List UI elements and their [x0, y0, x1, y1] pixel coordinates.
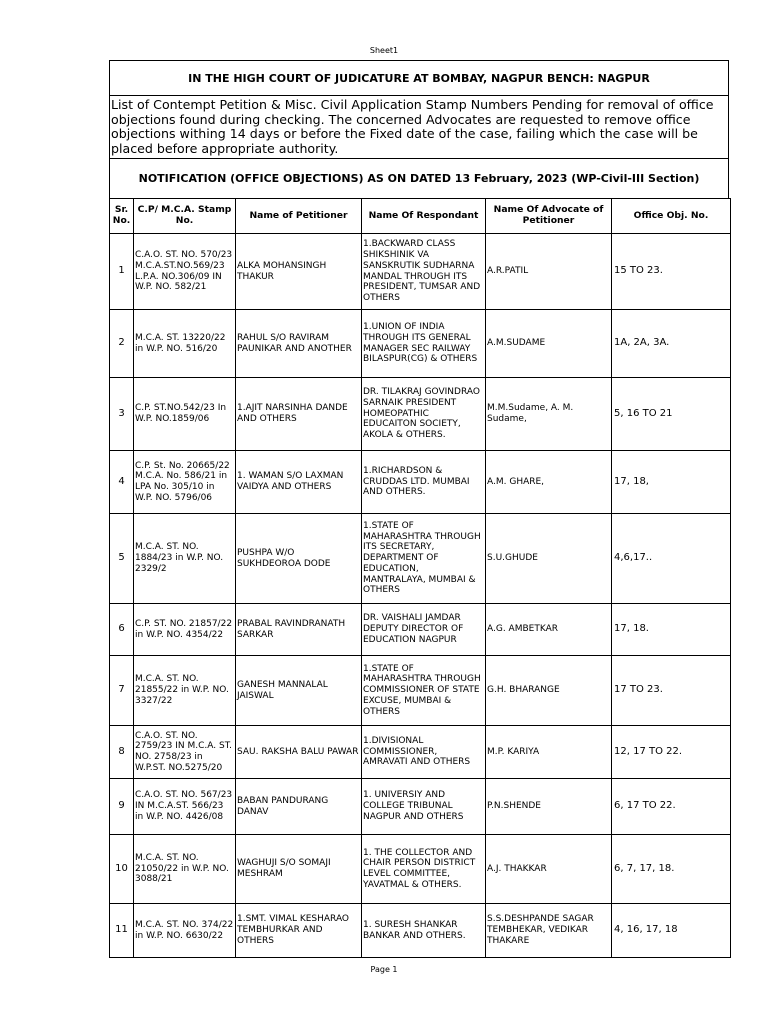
cell-office-obj: 6, 7, 17, 18. — [612, 835, 731, 904]
cell-office-obj: 15 TO 23. — [612, 234, 731, 310]
cell-respondent: 1. UNIVERSIY AND COLLEGE TRIBUNAL NAGPUR AND OTHERS — [362, 779, 486, 835]
cell-sr: 3 — [110, 378, 134, 451]
cell-respondent: 1. THE COLLECTOR AND CHAIR PERSON DISTRICT LEVEL COMMITTEE, YAVATMAL & OTHERS. — [362, 835, 486, 904]
table-row — [110, 656, 731, 726]
cell-stamp-no: M.C.A. ST. NO. 21050/22 in W.P. NO. 3088/21 — [134, 835, 236, 904]
cell-respondent: 1.BACKWARD CLASS SHIKSHINIK VA SANSKRUTIK SUDHARNA MANDAL THROUGH ITS PRESIDENT, TUMSAR AND OTHERS — [362, 234, 486, 310]
cell-respondent: DR. VAISHALI JAMDAR DEPUTY DIRECTOR OF EDUCATION NAGPUR — [362, 604, 486, 656]
table-row — [110, 835, 731, 904]
cell-stamp-no: C.A.O. ST. NO. 567/23 IN M.C.A.ST. 566/23 in W.P. NO. 4426/08 — [134, 779, 236, 835]
cell-respondent: 1.STATE OF MAHARASHTRA THROUGH ITS SECRETARY, DEPARTMENT OF EDUCATION, MANTRALAYA, MUMBAI & OTHERS — [362, 514, 486, 604]
page-number: Page 1 — [370, 965, 398, 974]
cell-respondent: DR. TILAKRAJ GOVINDRAO SARNAIK PRESIDENT HOMEOPATHIC EDUCAITON SOCIETY, AKOLA & OTHERS. — [362, 378, 486, 451]
cell-advocate: A.M.SUDAME — [486, 310, 612, 378]
cell-petitioner: PUSHPA W/O SUKHDEOROA DODE — [236, 514, 362, 604]
cell-office-obj: 1A, 2A, 3A. — [612, 310, 731, 378]
cell-respondent: 1.UNION OF INDIA THROUGH ITS GENERAL MANAGER SEC RAILWAY BILASPUR(CG) & OTHERS — [362, 310, 486, 378]
cell-office-obj: 17, 18. — [612, 604, 731, 656]
table-row — [110, 378, 731, 451]
col-header-petitioner: Name of Petitioner — [236, 199, 362, 234]
col-header-office-obj: Office Obj. No. — [612, 199, 731, 234]
table-row — [110, 726, 731, 779]
cell-advocate: M.M.Sudame, A. M. Sudame, — [486, 378, 612, 451]
cell-stamp-no: C.P. St. No. 20665/22 M.C.A. No. 586/21 in LPA No. 305/10 in W.P. NO. 5796/06 — [134, 451, 236, 514]
col-header-respondent: Name Of Respondant — [362, 199, 486, 234]
cell-petitioner: 1.AJIT NARSINHA DANDE AND OTHERS — [236, 378, 362, 451]
cell-petitioner: WAGHUJI S/O SOMAJI MESHRAM — [236, 835, 362, 904]
cell-sr: 10 — [110, 835, 134, 904]
table-row — [110, 604, 731, 656]
notification-heading: NOTIFICATION (OFFICE OBJECTIONS) AS ON DATED 13 February, 2023 (WP-Civil-III Section) — [109, 158, 729, 199]
cell-advocate: A.G. AMBETKAR — [486, 604, 612, 656]
cell-advocate: A.M. GHARE, — [486, 451, 612, 514]
cell-sr: 9 — [110, 779, 134, 835]
cell-office-obj: 4,6,17.. — [612, 514, 731, 604]
cell-sr: 11 — [110, 904, 134, 958]
cell-stamp-no: C.A.O. ST. NO. 570/23 M.C.A.ST.NO.569/23 L.P.A. NO.306/09 IN W.P. NO. 582/21 — [134, 234, 236, 310]
cell-sr: 4 — [110, 451, 134, 514]
cell-office-obj: 17, 18, — [612, 451, 731, 514]
cell-advocate: M.P. KARIYA — [486, 726, 612, 779]
cell-petitioner: SAU. RAKSHA BALU PAWAR — [236, 726, 362, 779]
sheet-label: Sheet1 — [369, 46, 399, 55]
cell-stamp-no: M.C.A. ST. NO. 1884/23 in W.P. NO. 2329/2 — [134, 514, 236, 604]
cell-respondent: 1.DIVISIONAL COMMISSIONER, AMRAVATI AND OTHERS — [362, 726, 486, 779]
cell-advocate: G.H. BHARANGE — [486, 656, 612, 726]
cell-petitioner: BABAN PANDURANG DANAV — [236, 779, 362, 835]
table-row — [110, 514, 731, 604]
cell-stamp-no: C.P. ST. NO. 21857/22 in W.P. NO. 4354/22 — [134, 604, 236, 656]
cell-petitioner: 1. WAMAN S/O LAXMAN VAIDYA AND OTHERS — [236, 451, 362, 514]
col-header-stamp: C.P/ M.C.A. Stamp No. — [134, 199, 236, 234]
table-row — [110, 904, 731, 958]
cell-respondent: 1.RICHARDSON & CRUDDAS LTD. MUMBAI AND OTHERS. — [362, 451, 486, 514]
cell-respondent: 1.STATE OF MAHARASHTRA THROUGH COMMISSIONER OF STATE EXCUSE, MUMBAI & OTHERS — [362, 656, 486, 726]
cell-petitioner: GANESH MANNALAL JAISWAL — [236, 656, 362, 726]
table-row — [110, 779, 731, 835]
cell-sr: 2 — [110, 310, 134, 378]
cell-office-obj: 12, 17 TO 22. — [612, 726, 731, 779]
notice-description: List of Contempt Petition & Misc. Civil Application Stamp Numbers Pending for removal of office objections found during checking. The concerned Advocates are requested to remove office objections withing 14 days or before the Fixed date of the case, failing which the case will be placed before appropriate authority. — [109, 95, 729, 159]
table-row — [110, 310, 731, 378]
col-header-sr: Sr. No. — [110, 199, 134, 234]
cell-petitioner: ALKA MOHANSINGH THAKUR — [236, 234, 362, 310]
cell-sr: 1 — [110, 234, 134, 310]
cell-advocate: A.R.PATIL — [486, 234, 612, 310]
cell-stamp-no: M.C.A. ST. NO. 21855/22 in W.P. NO. 3327/22 — [134, 656, 236, 726]
cell-sr: 7 — [110, 656, 134, 726]
cell-petitioner: PRABAL RAVINDRANATH SARKAR — [236, 604, 362, 656]
table-row — [110, 451, 731, 514]
cell-petitioner: RAHUL S/O RAVIRAM PAUNIKAR AND ANOTHER — [236, 310, 362, 378]
cell-advocate: A.J. THAKKAR — [486, 835, 612, 904]
cell-stamp-no: C.A.O. ST. NO. 2759/23 IN M.C.A. ST. NO. 2758/23 in W.P.ST. NO.5275/20 — [134, 726, 236, 779]
court-title: IN THE HIGH COURT OF JUDICATURE AT BOMBAY, NAGPUR BENCH: NAGPUR — [109, 60, 729, 96]
cell-petitioner: 1.SMT. VIMAL KESHARAO TEMBHURKAR AND OTHERS — [236, 904, 362, 958]
cell-office-obj: 4, 16, 17, 18 — [612, 904, 731, 958]
cell-advocate: P.N.SHENDE — [486, 779, 612, 835]
col-header-advocate: Name Of Advocate of Petitioner — [486, 199, 612, 234]
cell-office-obj: 5, 16 TO 21 — [612, 378, 731, 451]
cell-sr: 5 — [110, 514, 134, 604]
cell-respondent: 1. SURESH SHANKAR BANKAR AND OTHERS. — [362, 904, 486, 958]
cell-advocate: S.S.DESHPANDE SAGAR TEMBHEKAR, VEDIKAR THAKARE — [486, 904, 612, 958]
cell-stamp-no: M.C.A. ST. NO. 374/22 in W.P. NO. 6630/22 — [134, 904, 236, 958]
cell-sr: 8 — [110, 726, 134, 779]
table-row — [110, 234, 731, 310]
cell-stamp-no: C.P. ST.NO.542/23 In W.P. NO.1859/06 — [134, 378, 236, 451]
cell-sr: 6 — [110, 604, 134, 656]
objections-table — [109, 198, 731, 958]
cell-advocate: S.U.GHUDE — [486, 514, 612, 604]
cell-stamp-no: M.C.A. ST. 13220/22 in W.P. NO. 516/20 — [134, 310, 236, 378]
cell-office-obj: 6, 17 TO 22. — [612, 779, 731, 835]
table-header-row — [110, 199, 731, 234]
cell-office-obj: 17 TO 23. — [612, 656, 731, 726]
